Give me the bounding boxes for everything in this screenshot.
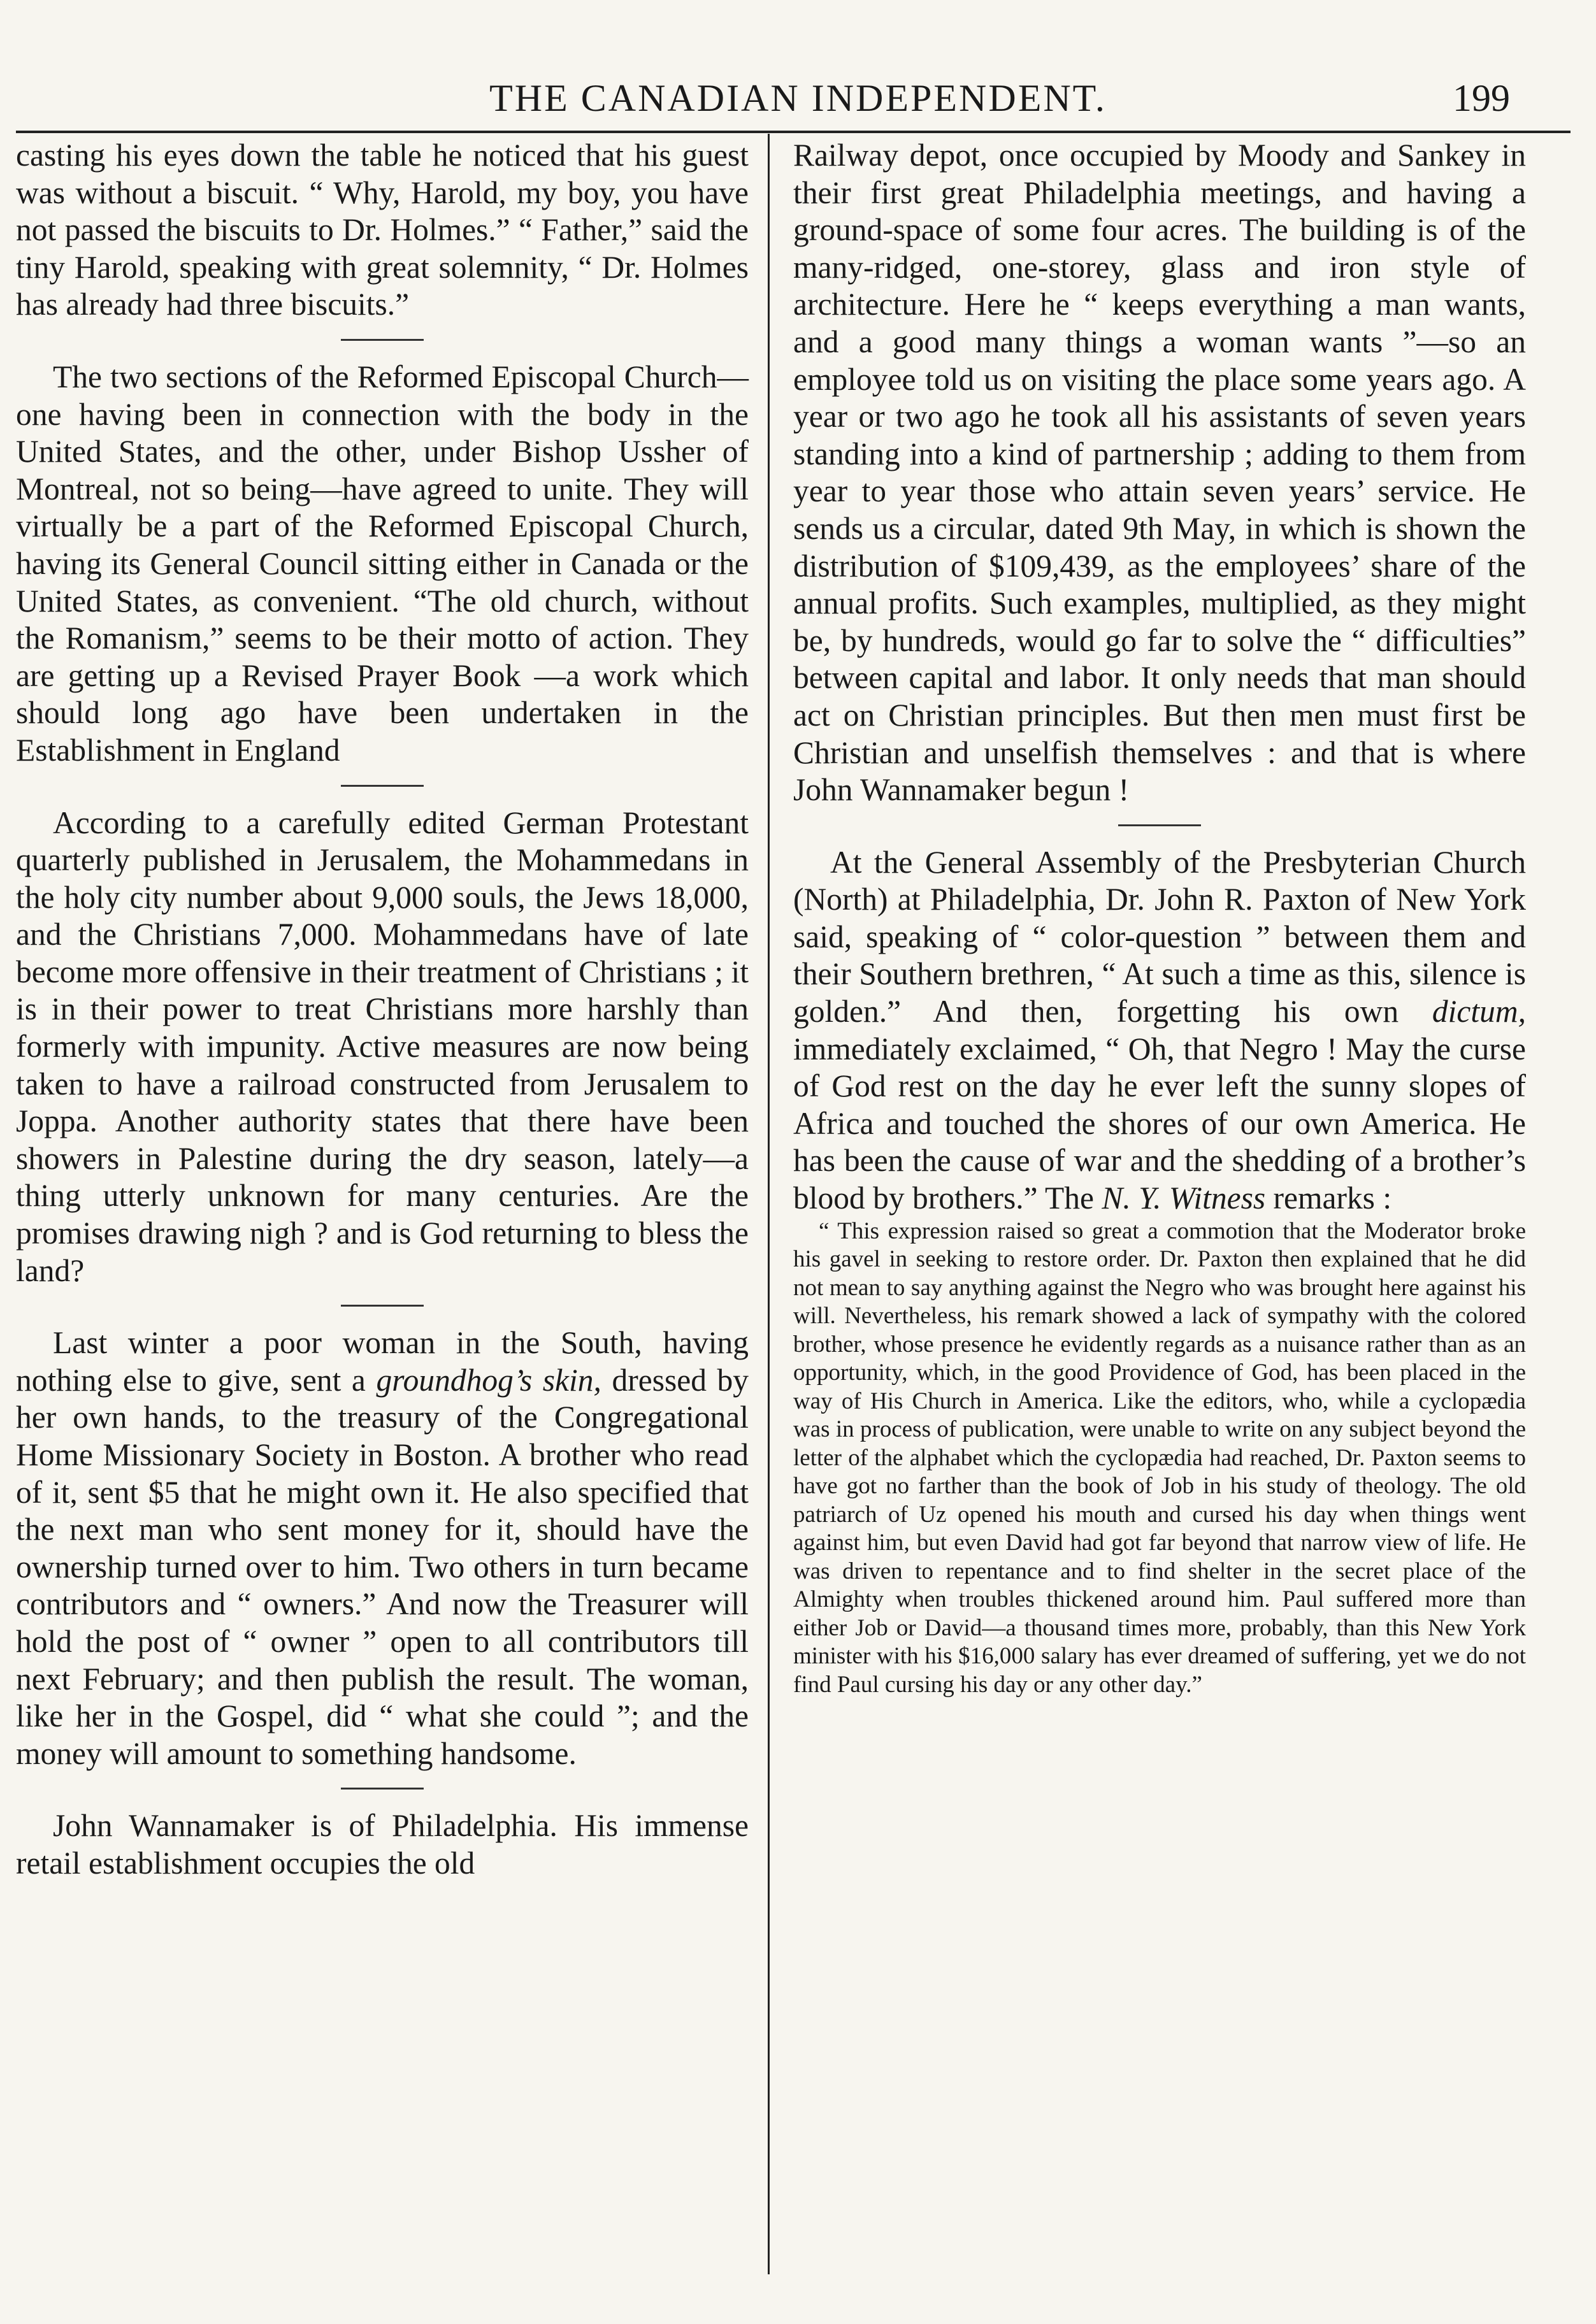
right-column: [793, 137, 1526, 2303]
page-header: [0, 76, 1596, 127]
section-separator: [1118, 824, 1201, 826]
article-paragraph: The two sections of the Reformed Episcopal Church—one having been in connection with the body in the United States, and the other, under Bishop Ussher of Montreal, not so being—have agreed to unite. They will virtually be a part of the Reformed Episcopal Church, having its General Council sitting either in Canada or the United States, as convenient. “The old church, without the Romanism,” seems to be their motto of action. They are getting up a Revised Prayer Book —a work which should long ago have been undertaken in the Establishment in England: [16, 359, 749, 768]
italic-text: dictum,: [1432, 994, 1526, 1029]
section-separator: [341, 785, 424, 787]
text-run: remarks :: [1265, 1180, 1392, 1216]
text-run: Last winter a poor woman in the South, having nothing else to give, sent a: [16, 1325, 749, 1398]
section-separator: [341, 1305, 424, 1307]
page-title: THE CANADIAN INDEPENDENT.: [489, 77, 1107, 119]
section-separator: [341, 1788, 424, 1790]
article-paragraph: John Wannamaker is of Philadelphia. His immense retail establishment occupies the old: [16, 1808, 749, 1881]
block-quote: [793, 1217, 1526, 1700]
section-separator: [341, 339, 424, 341]
article-paragraph: casting his eyes down the table he noticed that his guest was without a biscuit. “ Why, Harold, my boy, you have not passed the biscuits to Dr. Holmes.” “ Father,” said the tiny Harold, speaking with great solemnity, “ Dr. Holmes has already had three biscuits.”: [16, 138, 749, 322]
text-run: dressed by her own hands, to the treasury of the Congregational Home Missionary Society in Boston. A brother who read of it, sent $5 that he might own it. He also specified that the next man who sent money for it, should have the ownership turned over to him. Two others in turn became contributors and “ owners.” And now the Treasurer will hold the post of “ owner ” open to all contributors till next February; and then publish the result. The woman, like her in the Gospel, did “ what she could ”; and the money will amount to something handsome.: [16, 1362, 749, 1771]
italic-text: groundhog’s skin,: [376, 1362, 601, 1398]
italic-text: N. Y. Witness: [1102, 1180, 1266, 1216]
left-column: [16, 137, 749, 2303]
header-rule: [16, 131, 1571, 133]
article-paragraph: [793, 844, 1526, 1217]
page-number: 199: [1453, 77, 1510, 119]
article-paragraph: According to a carefully edited German Protestant quarterly published in Jerusalem, the Mohammedans in the holy city number about 9,000 souls, the Jews 18,000, and the Christians 7,000. Mohammedans have of late become more offensive in their treatment of Christians ; it is in their power to treat Christians more harshly than formerly with impunity. Active measures are now being taken to have a railroad constructed from Jerusalem to Joppa. Another authority states that there have been showers in Palestine during the dry season, lately—a thing utterly unknown for many centuries. Are the promises drawing nigh ? and is God returning to bless the land?: [16, 805, 749, 1288]
article-paragraph: [16, 1324, 749, 1772]
text-run: immediately exclaimed, “ Oh, that Negro ! May the curse of God rest on the day he ever left the sunny slopes of Africa and touched the shores of our own America. He has been the cause of war and the shedding of a brother’s blood by brothers.” The: [793, 1031, 1526, 1216]
article-paragraph: Railway depot, once occupied by Moody and Sankey in their first great Philadelphia meetings, and having a ground-space of some four acres. The building is of the many-ridged, one-storey, glass and iron style of architecture. Here he “ keeps everything a man wants, and a good many things a woman wants ”—so an employee told us on visiting the place some years ago. A year or two ago he took all his assistants of seven years standing into a kind of partnership ; adding to them from year to year those who attain seven years’ service. He sends us a circular, dated 9th May, in which is shown the distribution of $109,439, as the employees’ share of the annual profits. Such examples, multiplied, as they might be, by hundreds, would go far to solve the “ difficulties” between capital and labor. It only needs that man should act on Christian principles. But then men must first be Christian and unselfish themselves : and that is where John Wannamaker begun !: [793, 138, 1526, 808]
text-run: At the General Assembly of the Presbyterian Church (North) at Philadelphia, Dr. John R. Paxton of New York said, speaking of “ color-question ” between them and their Southern brethren, “ At such a time as this, silence is golden.” And then, forgetting his own: [793, 844, 1526, 1029]
column-rule: [768, 134, 770, 2274]
quote-paragraph: “ This expression raised so great a commotion that the Moderator broke his gavel in seeking to restore order. Dr. Paxton then explained that he did not mean to say anything against the Negro who was brought here against his will. Nevertheless, his remark showed a lack of sympathy with the colored brother, whose presence he evidently regards as a nuisance rather than as an opportunity, which, in the good Providence of God, has been placed in the way of His Church in America. Like the editors, who, while a cyclopædia was in process of publication, were unable to write on any subject beyond the letter of the alphabet which the cyclopædia had reached, Dr. Paxton seems to have got no farther than the book of Job in his study of theology. The old patriarch of Uz opened his mouth and cursed his day when things went against him, but even David had got far beyond that narrow view of life. He was driven to repentance and to find shelter in the secret place of the Almighty when troubles thickened around him. Paul suffered more than either Job or David—a thousand times more, probably, than this New York minister with his $16,000 salary has ever dreamed of suffering, yet we do not find Paul cursing his day or any other day.”: [793, 1217, 1526, 1698]
